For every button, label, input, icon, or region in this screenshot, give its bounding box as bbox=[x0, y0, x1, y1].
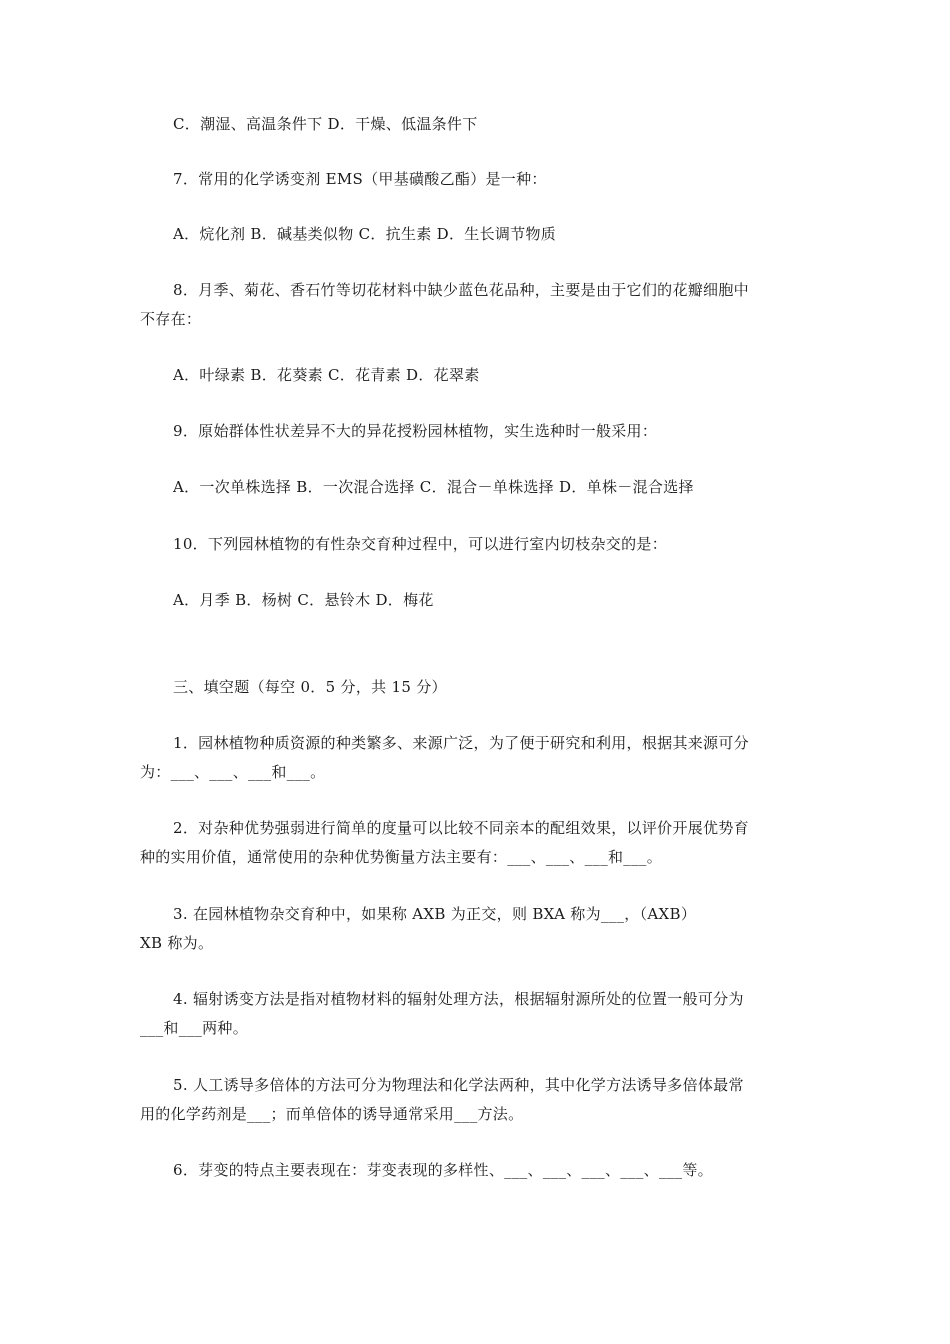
question-9: 9．原始群体性状差异不大的异花授粉园林植物，实生选种时一般采用： bbox=[173, 422, 658, 440]
question-8-line-1: 8．月季、菊花、香石竹等切花材料中缺少蓝色花品种，主要是由于它们的花瓣细胞中 bbox=[173, 281, 749, 299]
fill-question-3-line-1: 3. 在园林植物杂交育种中，如果称 AXB 为正交，则 BXA 称为___，（AXB） bbox=[173, 905, 697, 923]
fill-question-2-line-1: 2．对杂种优势强弱进行简单的度量可以比较不同亲本的配组效果，以评价开展优势育 bbox=[173, 819, 749, 837]
question-8-line-2: 不存在： bbox=[140, 310, 202, 328]
options-q9: A．一次单株选择 B．一次混合选择 C．混合－单株选择 D．单株－混合选择 bbox=[173, 478, 694, 496]
options-q10: A．月季 B．杨树 C．悬铃木 D．梅花 bbox=[173, 591, 434, 609]
section-heading-fill-in: 三、填空题（每空 0．5 分，共 15 分） bbox=[173, 678, 447, 696]
question-7: 7．常用的化学诱变剂 EMS（甲基磺酸乙酯）是一种： bbox=[173, 170, 547, 188]
fill-question-4-line-1: 4. 辐射诱变方法是指对植物材料的辐射处理方法，根据辐射源所处的位置一般可分为 bbox=[173, 990, 744, 1008]
options-q8: A．叶绿素 B．花葵素 C．花青素 D．花翠素 bbox=[173, 366, 480, 384]
fill-question-5-line-1: 5. 人工诱导多倍体的方法可分为物理法和化学法两种，其中化学方法诱导多倍体最常 bbox=[173, 1076, 744, 1094]
question-10: 10．下列园林植物的有性杂交育种过程中，可以进行室内切枝杂交的是： bbox=[173, 535, 667, 553]
options-q7: A．烷化剂 B．碱基类似物 C．抗生素 D．生长调节物质 bbox=[173, 225, 557, 243]
fill-question-5-line-2: 用的化学药剂是___；而单倍体的诱导通常采用___方法。 bbox=[140, 1105, 524, 1123]
fill-question-6: 6．芽变的特点主要表现在：芽变表现的多样性、___、___、___、___、___等。 bbox=[173, 1161, 713, 1179]
fill-question-4-line-2: ___和___两种。 bbox=[140, 1019, 249, 1037]
option-line-q6-cd: C．潮湿、高温条件下 D．干燥、低温条件下 bbox=[173, 115, 478, 133]
fill-question-1-line-1: 1．园林植物种质资源的种类繁多、来源广泛，为了便于研究和利用，根据其来源可分 bbox=[173, 734, 749, 752]
fill-question-3-line-2: XB 称为。 bbox=[140, 934, 214, 952]
fill-question-2-line-2: 种的实用价值，通常使用的杂种优势衡量方法主要有：___、___、___和___。 bbox=[140, 848, 663, 866]
fill-question-1-line-2: 为：___、___、___和___。 bbox=[140, 763, 326, 781]
